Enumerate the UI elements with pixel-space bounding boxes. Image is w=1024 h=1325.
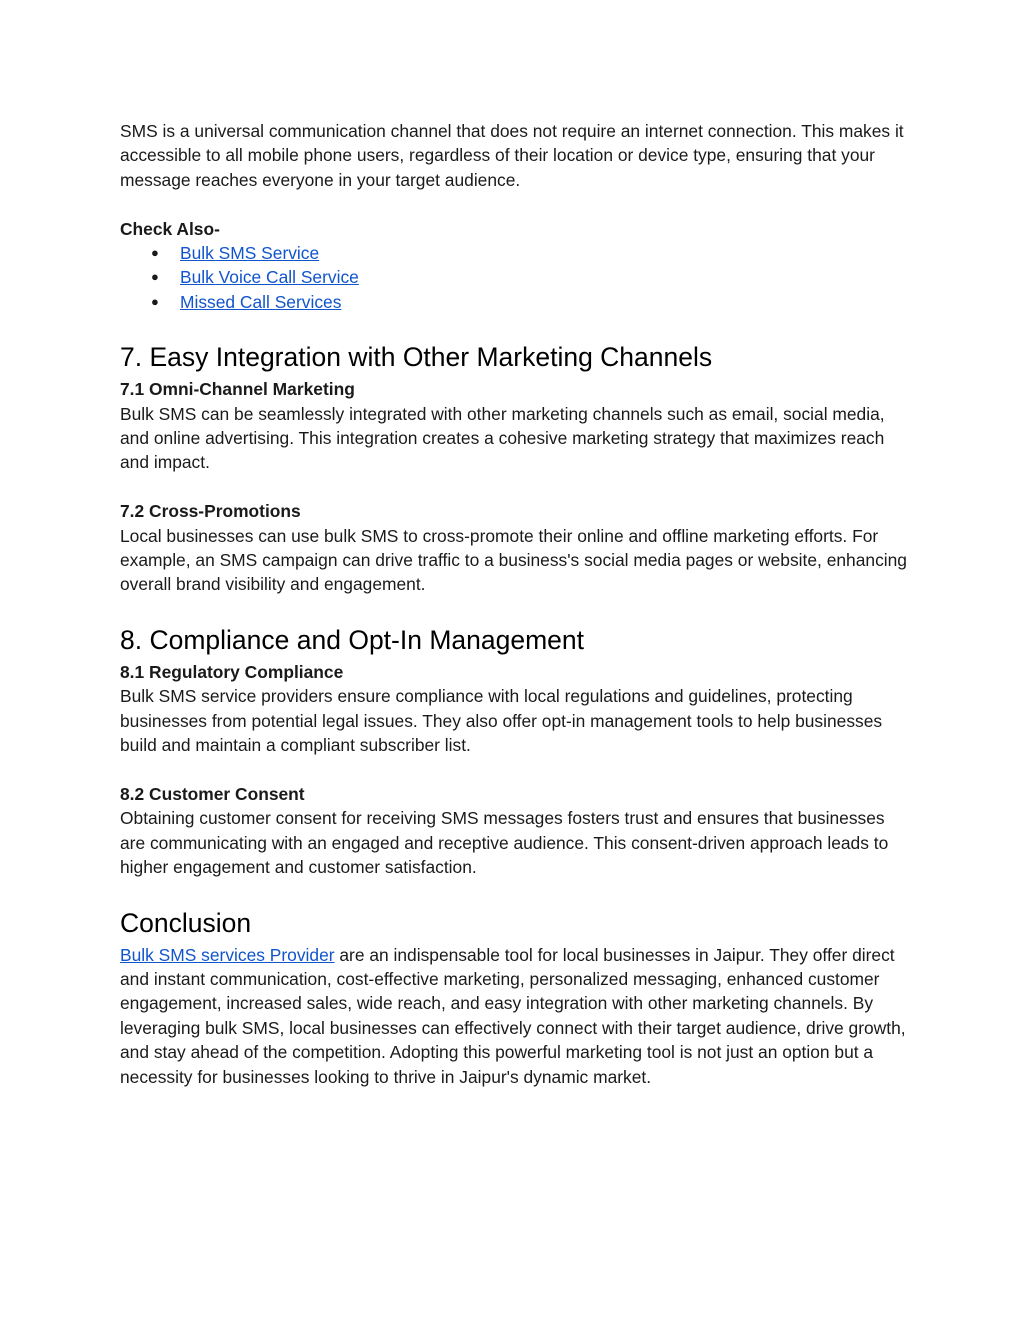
bullet-icon: ● — [151, 269, 159, 285]
subsection-7-1-text: Bulk SMS can be seamlessly integrated with other marketing channels such as email, social media, and online advertising. This integration creates a cohesive marketing strategy that maximizes reach and impact. — [120, 403, 885, 473]
section-7-heading: 7. Easy Integration with Other Marketing Channels — [120, 342, 713, 373]
section-8-heading: 8. Compliance and Opt-In Management — [120, 624, 585, 655]
subsection-8-2-text: Obtaining customer consent for receiving SMS messages fosters trust and ensures that businesses are communicating with an engaged and receptive audience. This consent-driven approach leads to higher engagement and customer satisfaction. — [120, 808, 889, 878]
list-item — [120, 290, 910, 314]
document-page — [120, 119, 910, 1089]
bullet-icon: ● — [151, 293, 159, 309]
list-item — [120, 241, 910, 265]
spacer — [120, 758, 910, 782]
bullet-icon: ● — [151, 245, 159, 261]
bulk-sms-services-provider-link[interactable]: Bulk SMS services Provider — [120, 944, 335, 965]
subsection-8-2-title: 8.2 Customer Consent — [120, 783, 305, 804]
conclusion-text: are an indispensable tool for local businesses in Jaipur. They offer direct and instant communication, cost-effective marketing, personalized messaging, enhanced customer engagement, increased sales, wide reach, and easy integration with other marketing channels. By leveraging bulk SMS, local businesses can effectively connect with their target audience, drive growth, and stay ahead of the competition. Adopting this powerful marketing tool is not just an option but a necessity for businesses looking to thrive in Jaipur's dynamic market. — [120, 944, 906, 1087]
subsection-8-1-title: 8.1 Regulatory Compliance — [120, 661, 344, 682]
subsection-7-2-text: Local businesses can use bulk SMS to cross-promote their online and offline marketing efforts. For example, an SMS campaign can drive traffic to a business's social media pages or website, enhancing overall brand visibility and engagement. — [120, 525, 907, 595]
check-also-list — [120, 241, 910, 314]
bulk-sms-service-link[interactable]: Bulk SMS Service — [180, 243, 320, 264]
bulk-voice-call-service-link[interactable]: Bulk Voice Call Service — [180, 267, 359, 288]
conclusion-paragraph — [120, 943, 910, 1089]
conclusion-heading: Conclusion — [120, 907, 252, 938]
subsection-8-1-text: Bulk SMS service providers ensure compliance with local regulations and guidelines, protecting businesses from potential legal issues. They also offer opt-in management tools to help businesses build and maintain a compliant subscriber list. — [120, 686, 883, 756]
subsection-7-1-title: 7.1 Omni-Channel Marketing — [120, 379, 355, 400]
check-also-label: Check Also- — [120, 218, 220, 239]
subsection-7-2-title: 7.2 Cross-Promotions — [120, 501, 301, 522]
intro-paragraph: SMS is a universal communication channel that does not require an internet connection. This makes it accessible to all mobile phone users, regardless of their location or device type, ensuring that your message reaches everyone in your target audience. — [120, 121, 904, 190]
list-item — [120, 265, 910, 289]
spacer — [120, 475, 910, 499]
missed-call-services-link[interactable]: Missed Call Services — [180, 291, 342, 312]
spacer — [120, 192, 910, 216]
